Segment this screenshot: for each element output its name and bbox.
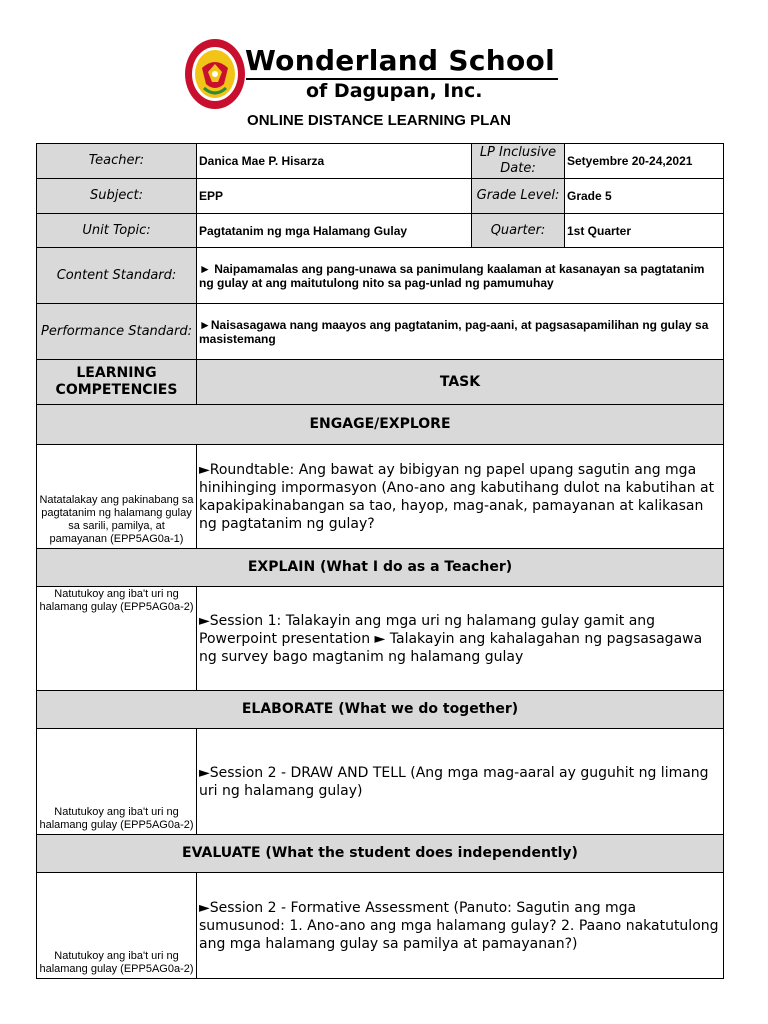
competencies-header: LEARNING COMPETENCIES bbox=[37, 360, 197, 405]
elaborate-competency: Natutukoy ang iba't uri ng halamang gulay (EPP5AG0a-2) bbox=[37, 729, 197, 835]
teacher-label: Teacher: bbox=[37, 144, 197, 179]
explain-task: ►Session 1: Talakayin ang mga uri ng halamang gulay gamit ang Powerpoint presentation ► Talakayin ang kahalagahan ng pagsasagawa ng survey bago magtanim ng halamang gulay bbox=[197, 587, 724, 691]
section-heading-row bbox=[37, 405, 724, 445]
performance-standard-value: ►Naisasagawa nang maayos ang pagtatanim, pag-aani, at pagsasapamilihan ng gulay sa masistemang bbox=[197, 304, 724, 360]
topic-value: Pagtatanim ng mga Halamang Gulay bbox=[197, 214, 472, 248]
engage-task: ►Roundtable: Ang bawat ay bibigyan ng papel upang sagutin ang mga hinihinging impormasyon (Ano-ano ang kabutihang dulot na kabutihan at kapakipakinabangan sa tao, hayop, mag-anak, pamayanan at kalikasan ng pagtatanim ng gulay? bbox=[197, 445, 724, 549]
section-heading-row bbox=[37, 549, 724, 587]
engage-explore-row bbox=[37, 445, 724, 549]
date-value: Setyembre 20-24,2021 bbox=[565, 144, 724, 179]
school-seal-icon bbox=[184, 38, 246, 110]
teacher-row bbox=[37, 144, 724, 179]
school-subtitle: of Dagupan, Inc. bbox=[306, 80, 483, 102]
elaborate-task: ►Session 2 - DRAW AND TELL (Ang mga mag-aaral ay guguhit ng limang uri ng halamang gulay) bbox=[197, 729, 724, 835]
grade-value: Grade 5 bbox=[565, 179, 724, 214]
plan-title: ONLINE DISTANCE LEARNING PLAN bbox=[247, 112, 511, 129]
school-header bbox=[0, 0, 768, 140]
subject-label: Subject: bbox=[37, 179, 197, 214]
evaluate-competency: Natutukoy ang iba't uri ng halamang gulay (EPP5AG0a-2) bbox=[37, 873, 197, 979]
performance-standard-row bbox=[37, 304, 724, 360]
task-header: TASK bbox=[197, 360, 724, 405]
topic-row bbox=[37, 214, 724, 248]
quarter-value: 1st Quarter bbox=[565, 214, 724, 248]
evaluate-heading: EVALUATE (What the student does independently) bbox=[37, 835, 724, 873]
learning-plan-table bbox=[36, 143, 724, 979]
performance-standard-label: Performance Standard: bbox=[37, 304, 197, 360]
subject-value: EPP bbox=[197, 179, 472, 214]
school-name: Wonderland School bbox=[245, 44, 555, 77]
quarter-label: Quarter: bbox=[472, 214, 565, 248]
subject-row bbox=[37, 179, 724, 214]
content-standard-label: Content Standard: bbox=[37, 248, 197, 304]
grade-label: Grade Level: bbox=[472, 179, 565, 214]
evaluate-task: ►Session 2 - Formative Assessment (Panuto: Sagutin ang mga sumusunod: 1. Ano-ano ang mga halamang gulay? 2. Paano nakatutulong ang mga halamang gulay sa pamilya at pamayanan?) bbox=[197, 873, 724, 979]
elaborate-row bbox=[37, 729, 724, 835]
explain-heading: EXPLAIN (What I do as a Teacher) bbox=[37, 549, 724, 587]
content-standard-value: ► Naipamamalas ang pang-unawa sa panimulang kaalaman at kasanayan sa pagtatanim ng gulay at ang maitutulong nito sa pag-unlad ng pamumuhay bbox=[197, 248, 724, 304]
engage-explore-heading: ENGAGE/EXPLORE bbox=[37, 405, 724, 445]
date-label: LP Inclusive Date: bbox=[472, 144, 565, 179]
teacher-value: Danica Mae P. Hisarza bbox=[197, 144, 472, 179]
explain-row bbox=[37, 587, 724, 691]
section-heading-row bbox=[37, 835, 724, 873]
explain-competency: Natutukoy ang iba't uri ng halamang gulay (EPP5AG0a-2) bbox=[37, 587, 197, 691]
content-standard-row bbox=[37, 248, 724, 304]
topic-label: Unit Topic: bbox=[37, 214, 197, 248]
section-heading-row bbox=[37, 691, 724, 729]
engage-competency: Natatalakay ang pakinabang sa pagtatanim ng halamang gulay sa sarili, pamilya, at pamayanan (EPP5AG0a-1) bbox=[37, 445, 197, 549]
column-header-row bbox=[37, 360, 724, 405]
elaborate-heading: ELABORATE (What we do together) bbox=[37, 691, 724, 729]
evaluate-row bbox=[37, 873, 724, 979]
